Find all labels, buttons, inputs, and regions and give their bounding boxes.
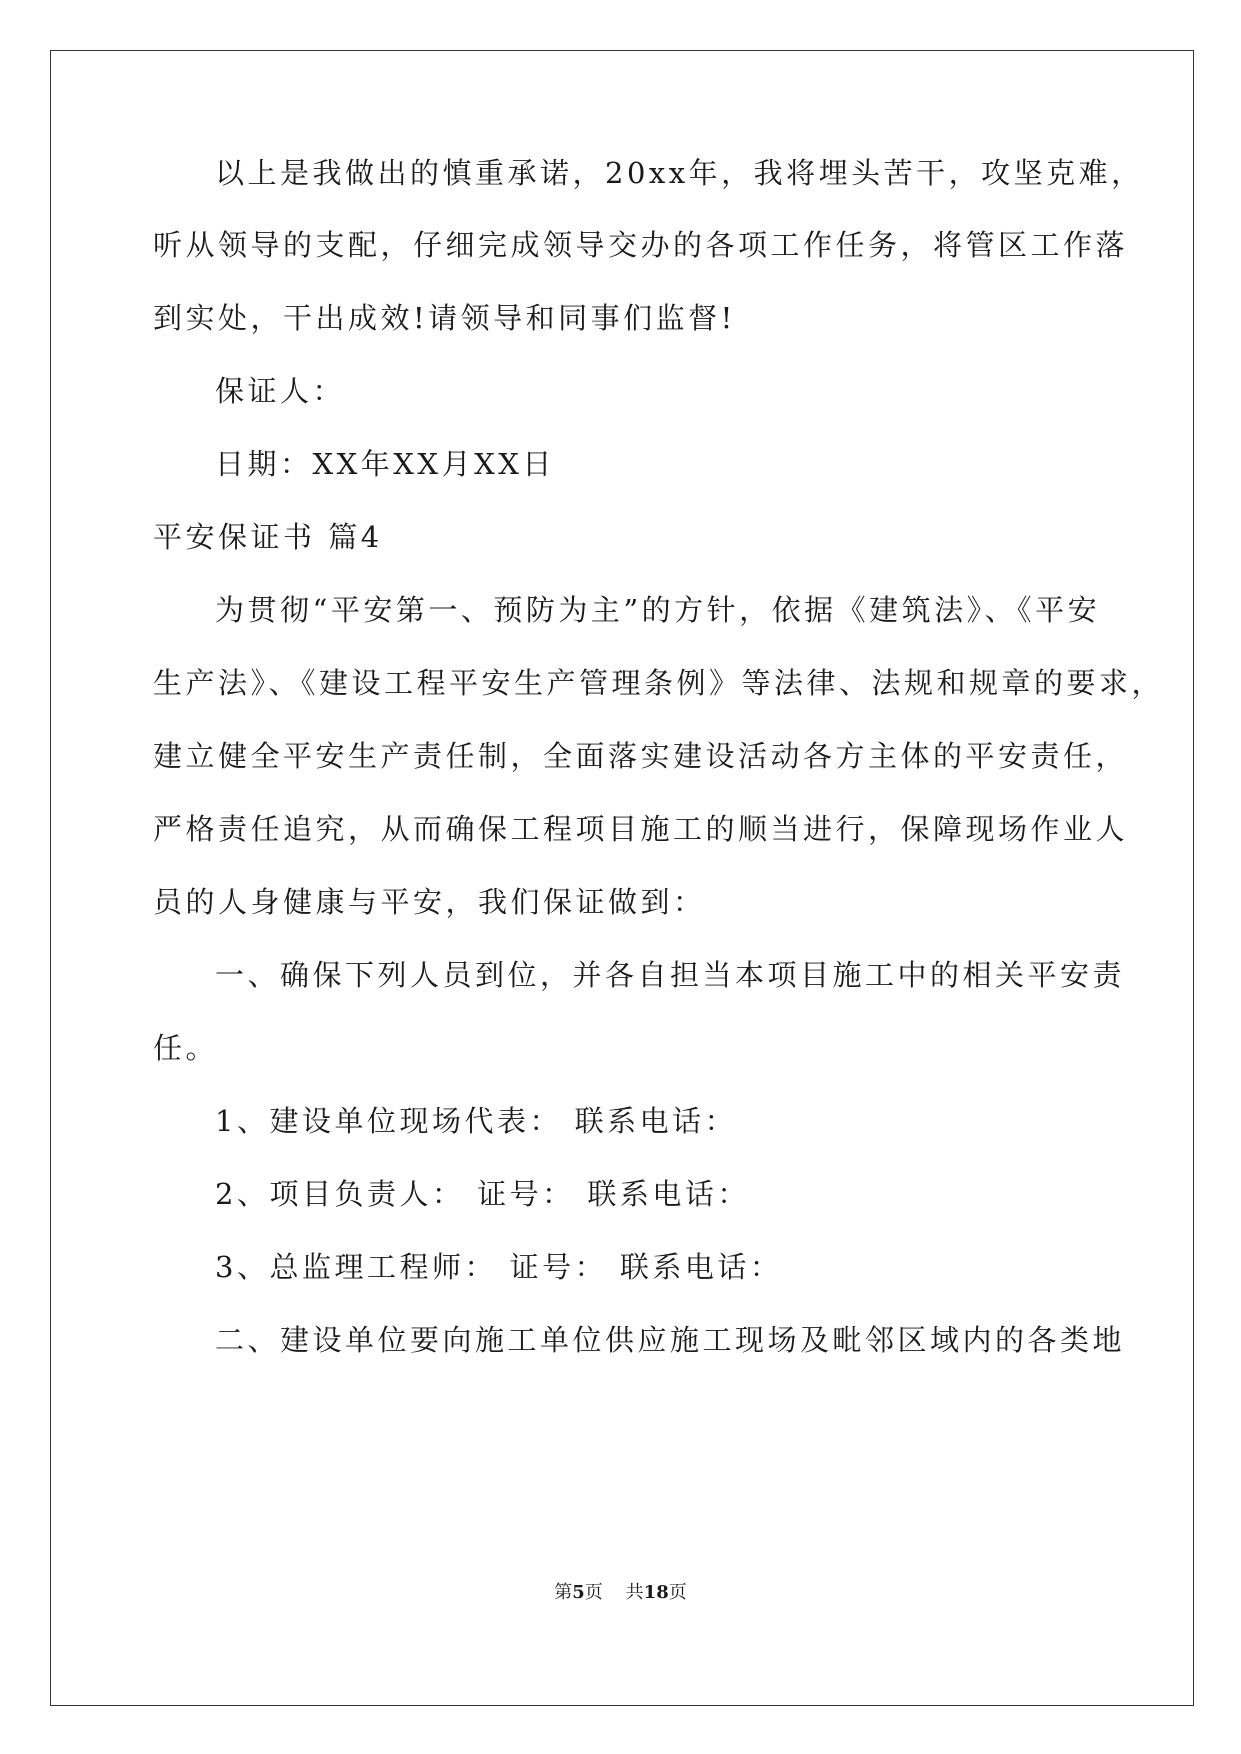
list-item: 1、建设单位现场代表： 联系电话： [215,1104,738,1138]
paragraph-line: 二、建设单位要向施工单位供应施工现场及毗邻区域内的各类地 [215,1323,1126,1357]
list-item: 3、总监理工程师： 证号： 联系电话： [215,1250,783,1284]
list-item: 2、项目负责人： 证号： 联系电话： [215,1177,750,1211]
footer-prefix: 第 [554,1582,573,1603]
paragraph-line: 以上是我做出的慎重承诺，20xx年，我将埋头苦干，攻坚克难， [215,156,1144,190]
paragraph-line: 为贯彻“平安第一、预防为主”的方针，依据《建筑法》、《平安 [215,593,1101,627]
footer-total-suffix: 页 [668,1582,687,1603]
footer-page-number: 5 [572,1582,585,1603]
page-border [50,50,1194,1706]
paragraph-line: 一、确保下列人员到位，并各自担当本项目施工中的相关平安责 [215,958,1126,992]
paragraph-line: 到实处，干出成效!请领导和同事们监督! [153,301,736,335]
footer-total-prefix: 共 [625,1582,644,1603]
signer-label: 保证人： [215,374,346,408]
paragraph-line: 员的人身健康与平安，我们保证做到： [153,885,706,919]
section-heading: 平安保证书 篇4 [153,520,383,554]
paragraph-line: 任。 [153,1031,219,1065]
date-line: 日期：XX年XX月XX日 [215,447,555,481]
page-footer [0,1581,1241,1605]
paragraph-line: 听从领导的支配，仔细完成领导交办的各项工作任务，将管区工作落 [153,228,1129,262]
paragraph-line: 生产法》、《建设工程平安生产管理条例》等法律、法规和规章的要求， [153,666,1165,700]
footer-total-pages: 18 [643,1582,669,1603]
footer-page-suffix: 页 [584,1582,603,1603]
paragraph-line: 建立健全平安生产责任制，全面落实建设活动各方主体的平安责任， [153,739,1129,773]
paragraph-line: 严格责任追究，从而确保工程项目施工的顺当进行，保障现场作业人 [153,812,1129,846]
